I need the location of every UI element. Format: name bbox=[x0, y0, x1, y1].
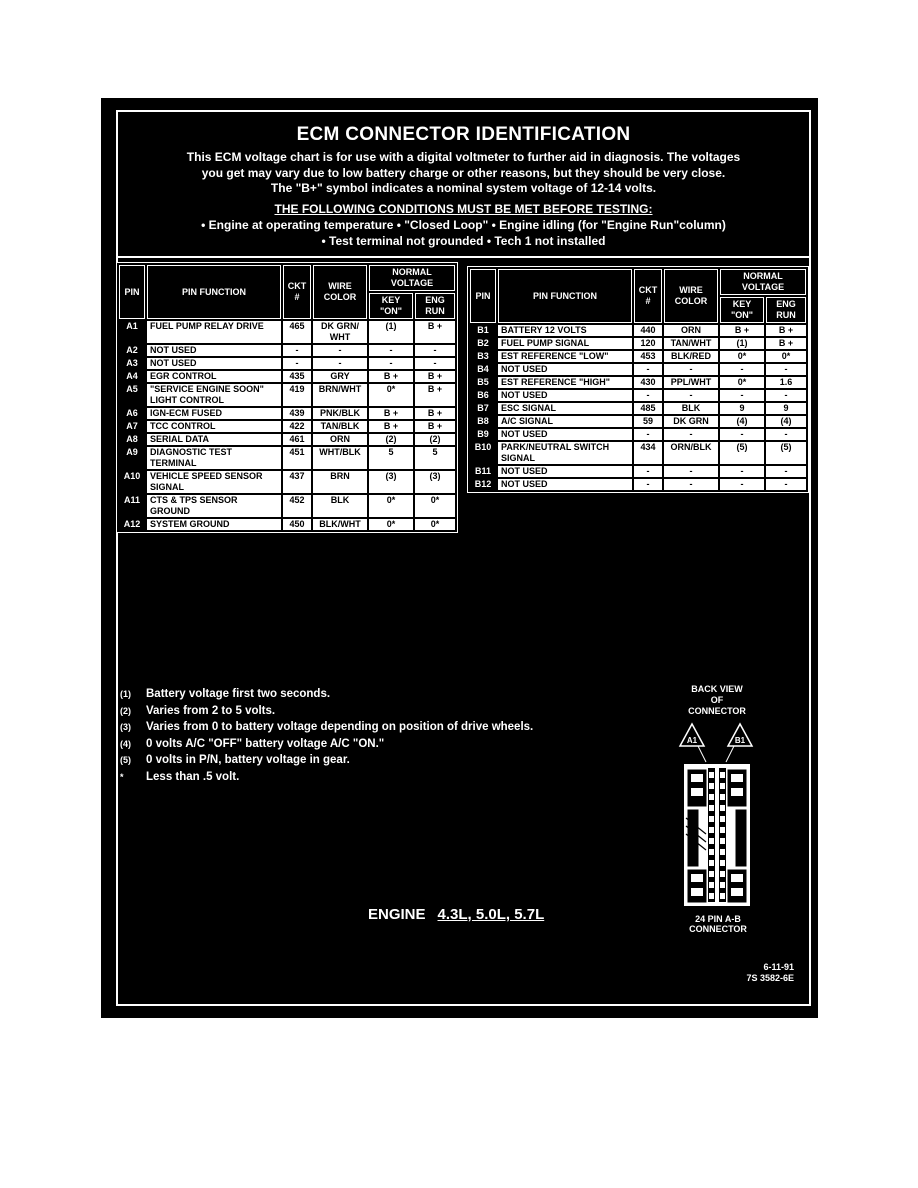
intro-line-2: you get may vary due to low battery charge or other reasons, but they should be very close. bbox=[201, 166, 726, 180]
col-function: PIN FUNCTION bbox=[147, 265, 281, 319]
key-on-cell: (5) bbox=[720, 442, 764, 464]
function-cell: "SERVICE ENGINE SOON" LIGHT CONTROL bbox=[147, 384, 281, 406]
eng-run-cell: - bbox=[766, 390, 806, 401]
table-row bbox=[470, 390, 806, 401]
ckt-cell: 453 bbox=[634, 351, 662, 362]
table-row bbox=[470, 351, 806, 362]
key-on-cell: 5 bbox=[369, 447, 413, 469]
eng-run-cell: (4) bbox=[766, 416, 806, 427]
pin-cell: B1 bbox=[470, 325, 496, 336]
wire-cell: - bbox=[664, 479, 718, 490]
eng-run-cell: B + bbox=[415, 371, 455, 382]
pin-b1-label: B1 bbox=[734, 736, 746, 745]
ckt-cell: 430 bbox=[634, 377, 662, 388]
function-cell: CTS & TPS SENSOR GROUND bbox=[147, 495, 281, 517]
conditions-line-1: • Engine at operating temperature • "Closed Loop" • Engine idling (for "Engine Run"column) bbox=[201, 218, 726, 232]
ckt-cell: 422 bbox=[283, 421, 311, 432]
key-on-cell: - bbox=[720, 429, 764, 440]
function-cell: NOT USED bbox=[498, 479, 632, 490]
ckt-cell: 434 bbox=[634, 442, 662, 464]
intro-line-1: This ECM voltage chart is for use with a digital voltmeter to further aid in diagnosis. The voltages bbox=[186, 150, 741, 164]
eng-run-cell: 0* bbox=[766, 351, 806, 362]
key-on-cell: 0* bbox=[369, 519, 413, 530]
pin-cell: B4 bbox=[470, 364, 496, 375]
wire-cell: DK GRN/ WHT bbox=[313, 321, 367, 343]
ckt-cell: 440 bbox=[634, 325, 662, 336]
table-row bbox=[470, 377, 806, 388]
eng-run-cell: B + bbox=[415, 321, 455, 343]
eng-run-cell: 0* bbox=[415, 495, 455, 517]
pin-cell: B10 bbox=[470, 442, 496, 464]
ckt-cell: 120 bbox=[634, 338, 662, 349]
key-on-cell: 0* bbox=[369, 384, 413, 406]
pin-cell: B5 bbox=[470, 377, 496, 388]
eng-run-cell: (5) bbox=[766, 442, 806, 464]
wire-cell: BLK/RED bbox=[664, 351, 718, 362]
pin-cell: B12 bbox=[470, 479, 496, 490]
pin-table-b-body bbox=[470, 325, 806, 490]
function-cell: NOT USED bbox=[147, 358, 281, 369]
key-on-cell: (1) bbox=[369, 321, 413, 343]
footnote bbox=[120, 771, 533, 788]
ckt-cell: - bbox=[634, 364, 662, 375]
back-view-line-3: CONNECTOR bbox=[688, 706, 746, 716]
table-row bbox=[119, 321, 455, 343]
footnote bbox=[120, 688, 533, 705]
pin-table-b bbox=[467, 266, 809, 493]
key-on-cell: B + bbox=[369, 408, 413, 419]
footnote bbox=[120, 738, 533, 755]
pin-table-a-body bbox=[119, 321, 455, 530]
ckt-cell: - bbox=[634, 479, 662, 490]
function-cell: EST REFERENCE "HIGH" bbox=[498, 377, 632, 388]
wire-cell: GRY bbox=[313, 371, 367, 382]
pin-cell: A3 bbox=[119, 358, 145, 369]
footnote-mark: (5) bbox=[120, 755, 131, 765]
pin-cell: A8 bbox=[119, 434, 145, 445]
ckt-cell: 465 bbox=[283, 321, 311, 343]
ckt-cell: 419 bbox=[283, 384, 311, 406]
key-on-cell: - bbox=[720, 466, 764, 477]
ckt-cell: 451 bbox=[283, 447, 311, 469]
conditions-line-2: • Test terminal not grounded • Tech 1 not installed bbox=[321, 234, 606, 248]
wire-cell: - bbox=[664, 390, 718, 401]
table-row bbox=[119, 358, 455, 369]
col-ckt: CKT # bbox=[634, 269, 662, 323]
function-cell: NOT USED bbox=[498, 364, 632, 375]
function-cell: IGN-ECM FUSED bbox=[147, 408, 281, 419]
key-on-cell: - bbox=[720, 390, 764, 401]
footnote-text: Varies from 2 to 5 volts. bbox=[146, 704, 276, 717]
wire-cell: BLK bbox=[313, 495, 367, 517]
footnote-text: 0 volts in P/N, battery voltage in gear. bbox=[146, 754, 350, 766]
eng-run-cell: B + bbox=[766, 338, 806, 349]
wire-cell: BLK/WHT bbox=[313, 519, 367, 530]
key-on-cell: B + bbox=[720, 325, 764, 336]
wire-cell: ORN/BLK bbox=[664, 442, 718, 464]
pin-cell: A2 bbox=[119, 345, 145, 356]
pin-cell: A12 bbox=[119, 519, 145, 530]
col-function: PIN FUNCTION bbox=[498, 269, 632, 323]
pin-a1-label: A1 bbox=[686, 736, 698, 745]
table-row bbox=[470, 338, 806, 349]
col-key-on: KEY "ON" bbox=[720, 297, 764, 323]
table-row bbox=[119, 371, 455, 382]
col-eng-run: ENG RUN bbox=[415, 293, 455, 319]
table-row bbox=[119, 384, 455, 406]
pointer-a bbox=[698, 746, 706, 762]
wire-cell: PPL/WHT bbox=[664, 377, 718, 388]
function-cell: A/C SIGNAL bbox=[498, 416, 632, 427]
pin-cell: B7 bbox=[470, 403, 496, 414]
function-cell: VEHICLE SPEED SENSOR SIGNAL bbox=[147, 471, 281, 493]
page-title: ECM CONNECTOR IDENTIFICATION bbox=[296, 124, 631, 145]
wire-cell: BRN/WHT bbox=[313, 384, 367, 406]
table-row bbox=[470, 466, 806, 477]
footnote bbox=[120, 754, 533, 771]
footnotes bbox=[120, 688, 533, 787]
wire-cell: BLK bbox=[664, 403, 718, 414]
key-on-cell: 0* bbox=[720, 377, 764, 388]
key-on-cell: (2) bbox=[369, 434, 413, 445]
intro-line-3: The "B+" symbol indicates a nominal system voltage of 12-14 volts. bbox=[270, 181, 657, 195]
eng-run-cell: B + bbox=[415, 421, 455, 432]
col-pin: PIN bbox=[470, 269, 496, 323]
wire-cell: - bbox=[664, 429, 718, 440]
footnote-text: Varies from 0 to battery voltage depending on position of drive wheels. bbox=[146, 721, 534, 733]
wire-cell: - bbox=[664, 466, 718, 477]
pin-cell: B11 bbox=[470, 466, 496, 477]
connector-diagram bbox=[662, 722, 772, 908]
ckt-cell: 437 bbox=[283, 471, 311, 493]
connector-caption-2: CONNECTOR bbox=[689, 924, 747, 934]
eng-run-cell: - bbox=[415, 345, 455, 356]
eng-run-cell: 9 bbox=[766, 403, 806, 414]
function-cell: NOT USED bbox=[147, 345, 281, 356]
pin-cell: A7 bbox=[119, 421, 145, 432]
footer-figure-code: 7S 3582-6E bbox=[746, 973, 794, 983]
table-row bbox=[470, 479, 806, 490]
wire-cell: - bbox=[313, 345, 367, 356]
table-row bbox=[119, 447, 455, 469]
pin-cell: A5 bbox=[119, 384, 145, 406]
table-row bbox=[470, 429, 806, 440]
pin-cell: B6 bbox=[470, 390, 496, 401]
function-cell: DIAGNOSTIC TEST TERMINAL bbox=[147, 447, 281, 469]
table-row bbox=[470, 416, 806, 427]
ckt-cell: 439 bbox=[283, 408, 311, 419]
table-row bbox=[119, 471, 455, 493]
ckt-cell: 452 bbox=[283, 495, 311, 517]
pin-cell: A11 bbox=[119, 495, 145, 517]
footnote bbox=[120, 705, 533, 722]
wire-cell: TAN/BLK bbox=[313, 421, 367, 432]
engine-label: ENGINE bbox=[368, 906, 426, 923]
footer-code bbox=[700, 962, 794, 984]
col-normal-voltage: NORMAL VOLTAGE bbox=[369, 265, 455, 291]
ckt-cell: - bbox=[634, 390, 662, 401]
function-cell: FUEL PUMP SIGNAL bbox=[498, 338, 632, 349]
function-cell: ESC SIGNAL bbox=[498, 403, 632, 414]
footnote-text: Less than .5 volt. bbox=[146, 770, 240, 783]
table-row bbox=[119, 495, 455, 517]
ckt-cell: 435 bbox=[283, 371, 311, 382]
ckt-cell: 461 bbox=[283, 434, 311, 445]
footnote-text: Battery voltage first two seconds. bbox=[146, 688, 331, 700]
eng-run-cell: B + bbox=[415, 408, 455, 419]
wire-cell: DK GRN bbox=[664, 416, 718, 427]
function-cell: FUEL PUMP RELAY DRIVE bbox=[147, 321, 281, 343]
col-pin: PIN bbox=[119, 265, 145, 319]
pin-cell: A4 bbox=[119, 371, 145, 382]
footnote bbox=[120, 721, 533, 738]
wire-cell: ORN bbox=[664, 325, 718, 336]
eng-run-cell: - bbox=[766, 429, 806, 440]
engine-line bbox=[368, 906, 544, 923]
header-divider bbox=[118, 256, 809, 258]
col-wire: WIRE COLOR bbox=[664, 269, 718, 323]
key-on-cell: B + bbox=[369, 421, 413, 432]
eng-run-cell: - bbox=[766, 466, 806, 477]
eng-run-cell: 1.6 bbox=[766, 377, 806, 388]
pin-table-a bbox=[116, 262, 458, 533]
function-cell: PARK/NEUTRAL SWITCH SIGNAL bbox=[498, 442, 632, 464]
pin-cell: A6 bbox=[119, 408, 145, 419]
function-cell: TCC CONTROL bbox=[147, 421, 281, 432]
conditions-title: THE FOLLOWING CONDITIONS MUST BE MET BEFORE TESTING: bbox=[274, 202, 653, 216]
eng-run-cell: B + bbox=[766, 325, 806, 336]
function-cell: SYSTEM GROUND bbox=[147, 519, 281, 530]
back-view-line-2: OF bbox=[710, 695, 724, 705]
table-row bbox=[470, 403, 806, 414]
footnote-mark: * bbox=[120, 771, 124, 782]
footer-date: 6-11-91 bbox=[763, 962, 794, 972]
table-row bbox=[119, 519, 455, 530]
footnote-mark: (3) bbox=[120, 722, 131, 732]
ckt-cell: - bbox=[634, 466, 662, 477]
table-row bbox=[470, 364, 806, 375]
key-on-cell: (1) bbox=[720, 338, 764, 349]
pin-cell: B8 bbox=[470, 416, 496, 427]
col-wire: WIRE COLOR bbox=[313, 265, 367, 319]
function-cell: NOT USED bbox=[498, 429, 632, 440]
eng-run-cell: - bbox=[415, 358, 455, 369]
wire-cell: - bbox=[664, 364, 718, 375]
function-cell: NOT USED bbox=[498, 466, 632, 477]
pin-cell: B9 bbox=[470, 429, 496, 440]
wire-cell: ORN bbox=[313, 434, 367, 445]
col-normal-voltage: NORMAL VOLTAGE bbox=[720, 269, 806, 295]
connector-caption-1: 24 PIN A-B bbox=[695, 914, 741, 924]
col-ckt: CKT # bbox=[283, 265, 311, 319]
eng-run-cell: B + bbox=[415, 384, 455, 406]
table-row bbox=[470, 325, 806, 336]
col-eng-run: ENG RUN bbox=[766, 297, 806, 323]
ckt-cell: - bbox=[283, 345, 311, 356]
eng-run-cell: - bbox=[766, 479, 806, 490]
wire-cell: - bbox=[313, 358, 367, 369]
function-cell: NOT USED bbox=[498, 390, 632, 401]
key-on-cell: B + bbox=[369, 371, 413, 382]
function-cell: EGR CONTROL bbox=[147, 371, 281, 382]
ckt-cell: 59 bbox=[634, 416, 662, 427]
wire-cell: BRN bbox=[313, 471, 367, 493]
table-row bbox=[119, 408, 455, 419]
connector-caption bbox=[668, 914, 768, 934]
table-row bbox=[119, 434, 455, 445]
key-on-cell: - bbox=[369, 358, 413, 369]
key-on-cell: 0* bbox=[369, 495, 413, 517]
eng-run-cell: - bbox=[766, 364, 806, 375]
footnote-mark: (4) bbox=[120, 738, 131, 749]
eng-run-cell: (2) bbox=[415, 434, 455, 445]
col-key-on: KEY "ON" bbox=[369, 293, 413, 319]
function-cell: EST REFERENCE "LOW" bbox=[498, 351, 632, 362]
wire-cell: WHT/BLK bbox=[313, 447, 367, 469]
key-on-cell: - bbox=[369, 345, 413, 356]
back-view-line-1: BACK VIEW bbox=[691, 684, 743, 694]
key-on-cell: 0* bbox=[720, 351, 764, 362]
function-cell: BATTERY 12 VOLTS bbox=[498, 325, 632, 336]
eng-run-cell: (3) bbox=[415, 471, 455, 493]
pin-cell: A1 bbox=[119, 321, 145, 343]
eng-run-cell: 5 bbox=[415, 447, 455, 469]
pin-cell: B3 bbox=[470, 351, 496, 362]
function-cell: SERIAL DATA bbox=[147, 434, 281, 445]
key-on-cell: 9 bbox=[720, 403, 764, 414]
key-on-cell: (4) bbox=[720, 416, 764, 427]
table-row bbox=[119, 345, 455, 356]
footnote-mark: (2) bbox=[120, 705, 131, 716]
footnote-mark: (1) bbox=[120, 689, 131, 699]
key-on-cell: - bbox=[720, 364, 764, 375]
table-row bbox=[119, 421, 455, 432]
wire-cell: TAN/WHT bbox=[664, 338, 718, 349]
back-view-label bbox=[672, 684, 762, 717]
engine-value: 4.3L, 5.0L, 5.7L bbox=[437, 906, 545, 923]
ckt-cell: - bbox=[283, 358, 311, 369]
wire-cell: PNK/BLK bbox=[313, 408, 367, 419]
ckt-cell: 450 bbox=[283, 519, 311, 530]
key-on-cell: (3) bbox=[369, 471, 413, 493]
footnote-text: 0 volts A/C "OFF" battery voltage A/C "ON." bbox=[146, 737, 385, 750]
pin-cell: A9 bbox=[119, 447, 145, 469]
table-row bbox=[470, 442, 806, 464]
eng-run-cell: 0* bbox=[415, 519, 455, 530]
pin-cell: A10 bbox=[119, 471, 145, 493]
key-on-cell: - bbox=[720, 479, 764, 490]
ckt-cell: - bbox=[634, 429, 662, 440]
pointer-b bbox=[726, 746, 734, 762]
pin-cell: B2 bbox=[470, 338, 496, 349]
ckt-cell: 485 bbox=[634, 403, 662, 414]
